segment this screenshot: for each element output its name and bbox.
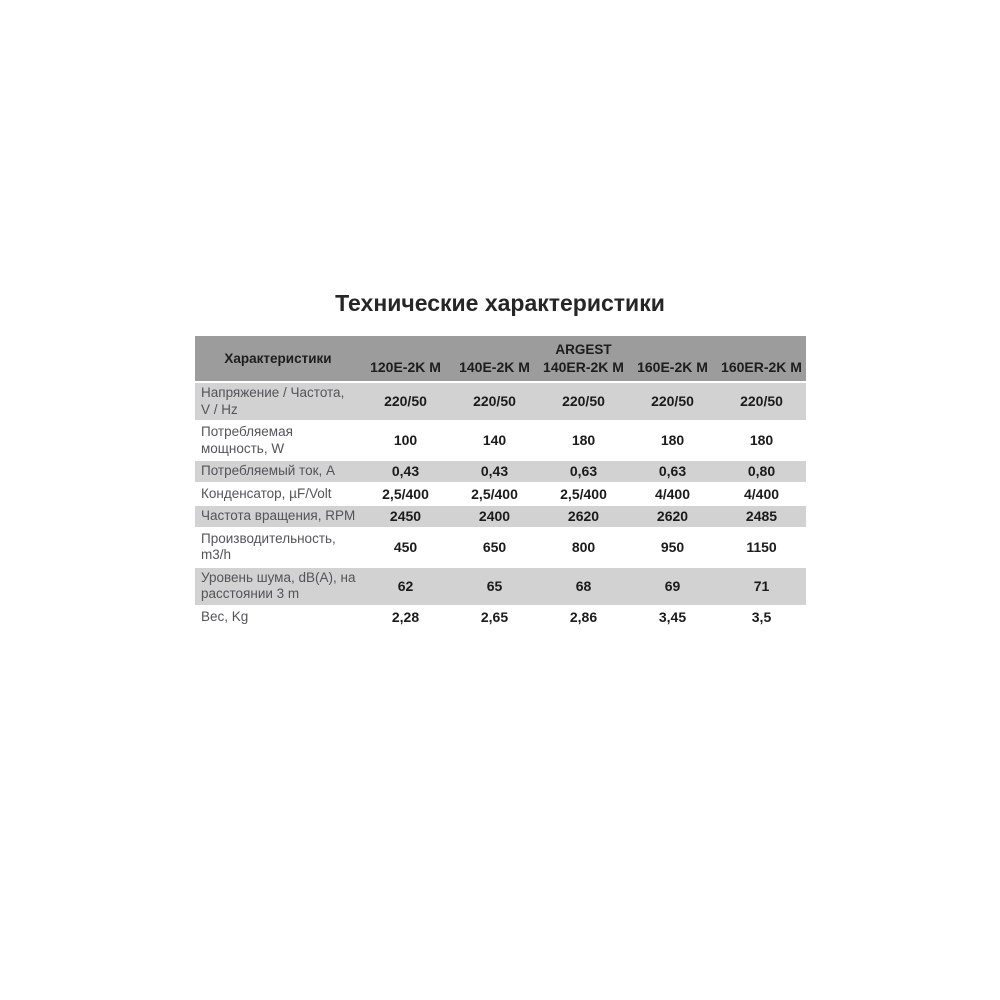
cell-value: 2400 <box>450 505 539 528</box>
model-header-120e-2k-m: 120E-2K M <box>361 358 450 382</box>
table-row-weight <box>195 606 806 629</box>
table-row-capacitor <box>195 483 806 506</box>
cell-value: 0,43 <box>361 460 450 483</box>
cell-value: 2450 <box>361 505 450 528</box>
row-label: Потребляемый ток, A <box>195 460 361 483</box>
table-row-rpm <box>195 505 806 528</box>
cell-value: 4/400 <box>628 483 717 506</box>
cell-value: 0,63 <box>628 460 717 483</box>
cell-value: 62 <box>361 567 450 606</box>
model-header-160e-2k-m: 160E-2K M <box>628 358 717 382</box>
cell-value: 71 <box>717 567 806 606</box>
cell-value: 800 <box>539 528 628 567</box>
cell-value: 0,43 <box>450 460 539 483</box>
cell-value: 2620 <box>628 505 717 528</box>
spec-table <box>195 336 806 629</box>
row-label: Напряжение / Частота, V / Hz <box>195 382 361 421</box>
cell-value: 65 <box>450 567 539 606</box>
cell-value: 2,28 <box>361 606 450 629</box>
row-label: Вес, Kg <box>195 606 361 629</box>
page-title: Технические характеристики <box>335 290 665 316</box>
cell-value: 140 <box>450 421 539 460</box>
row-label: Производительность, m3/h <box>195 528 361 567</box>
cell-value: 220/50 <box>628 382 717 421</box>
row-label: Конденсатор, µF/Volt <box>195 483 361 506</box>
cell-value: 450 <box>361 528 450 567</box>
cell-value: 950 <box>628 528 717 567</box>
cell-value: 220/50 <box>539 382 628 421</box>
row-label: Уровень шума, dB(A), на расстоянии 3 m <box>195 567 361 606</box>
cell-value: 0,80 <box>717 460 806 483</box>
cell-value: 180 <box>628 421 717 460</box>
cell-value: 68 <box>539 567 628 606</box>
table-row-noise <box>195 567 806 606</box>
characteristics-header: Характеристики <box>195 336 361 382</box>
cell-value: 3,45 <box>628 606 717 629</box>
cell-value: 3,5 <box>717 606 806 629</box>
cell-value: 180 <box>539 421 628 460</box>
cell-value: 100 <box>361 421 450 460</box>
cell-value: 2,65 <box>450 606 539 629</box>
cell-value: 2485 <box>717 505 806 528</box>
row-label: Частота вращения, RPM <box>195 505 361 528</box>
cell-value: 1150 <box>717 528 806 567</box>
brand-header: ARGEST <box>361 336 806 358</box>
cell-value: 180 <box>717 421 806 460</box>
cell-value: 2,86 <box>539 606 628 629</box>
table-row-airflow <box>195 528 806 567</box>
cell-value: 220/50 <box>450 382 539 421</box>
row-label: Потребляемая мощность, W <box>195 421 361 460</box>
table-row-voltage <box>195 382 806 421</box>
cell-value: 220/50 <box>361 382 450 421</box>
cell-value: 69 <box>628 567 717 606</box>
cell-value: 2,5/400 <box>450 483 539 506</box>
model-header-140e-2k-m: 140E-2K M <box>450 358 539 382</box>
model-header-140er-2k-m: 140ER-2K M <box>539 358 628 382</box>
cell-value: 220/50 <box>717 382 806 421</box>
spec-table-body <box>195 382 806 628</box>
cell-value: 2620 <box>539 505 628 528</box>
model-header-160er-2k-m: 160ER-2K M <box>717 358 806 382</box>
cell-value: 4/400 <box>717 483 806 506</box>
cell-value: 2,5/400 <box>361 483 450 506</box>
spec-table-header <box>195 336 806 382</box>
cell-value: 650 <box>450 528 539 567</box>
table-row-power <box>195 421 806 460</box>
cell-value: 0,63 <box>539 460 628 483</box>
cell-value: 2,5/400 <box>539 483 628 506</box>
header-row-brand <box>195 336 806 358</box>
table-row-current <box>195 460 806 483</box>
